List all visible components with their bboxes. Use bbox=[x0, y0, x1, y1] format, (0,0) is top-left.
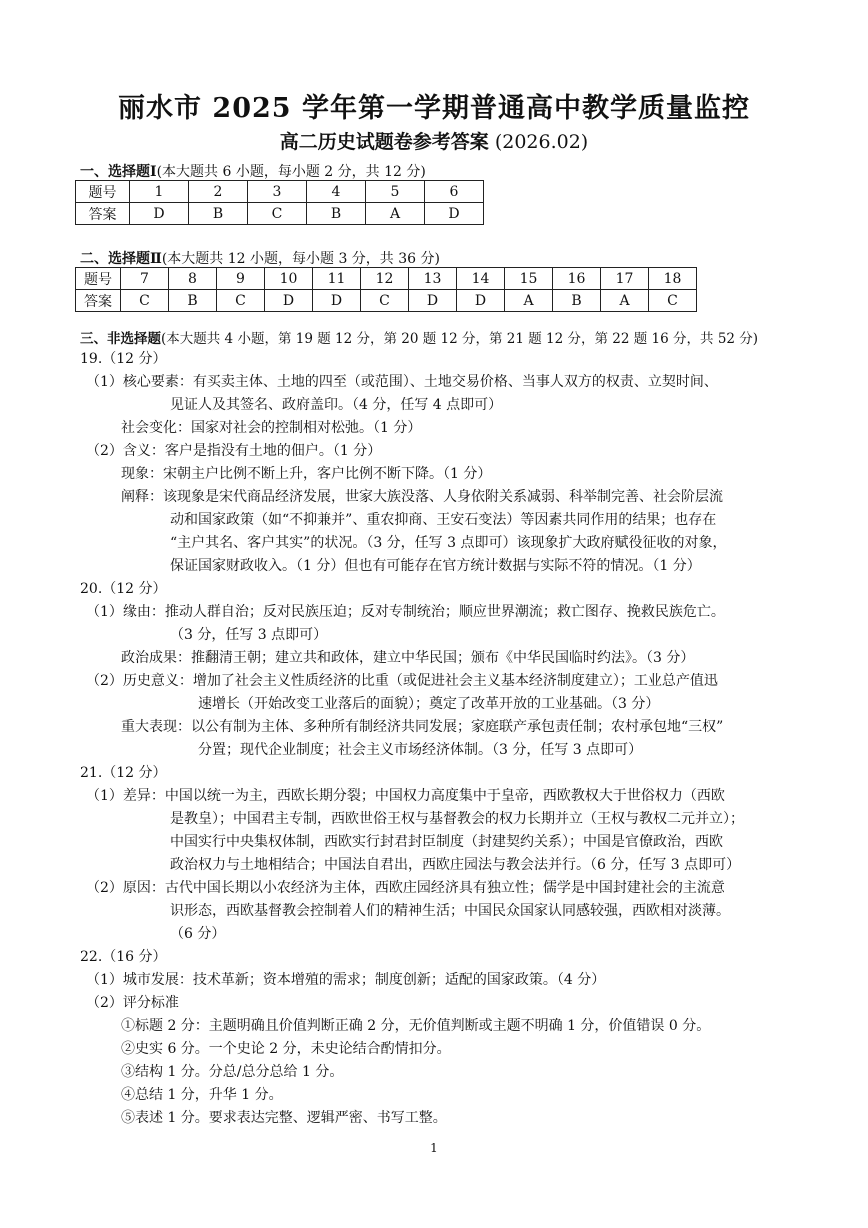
text-line: ①标题 2 分：主题明确且价值判断正确 2 分，无价值判断或主题不明确 1 分，价值错误 0 分。 bbox=[121, 1018, 711, 1034]
table-row bbox=[76, 290, 697, 312]
section2-note: (本大题共 12 小题，每小题 3 分，共 36 分) bbox=[161, 251, 440, 267]
section2-title: 二、选择题Ⅱ bbox=[80, 251, 162, 267]
table-cell: B bbox=[169, 290, 217, 312]
section3-heading bbox=[80, 327, 758, 347]
table-cell: D bbox=[425, 203, 484, 225]
table-cell: 6 bbox=[425, 181, 484, 203]
text-line: （2）原因：古代中国长期以小农经济为主体，西欧庄园经济具有独立性；儒学是中国封建社会的主流意 bbox=[86, 880, 725, 896]
table-row-label: 题号 bbox=[76, 268, 121, 290]
table-cell: 4 bbox=[307, 181, 366, 203]
subtitle-date: (2026.02) bbox=[494, 131, 589, 153]
section1-title: 一、选择题Ⅰ bbox=[80, 164, 157, 180]
text-line: 政治权力与土地相结合；中国法自君出，西欧庄园法与教会法并行。（6 分，任写 3 点即可） bbox=[170, 857, 741, 873]
table-cell: C bbox=[217, 290, 265, 312]
text-line: 分置；现代企业制度；社会主义市场经济体制。（3 分，任写 3 点即可） bbox=[198, 742, 643, 758]
table-row bbox=[76, 268, 697, 290]
section1-answer-table bbox=[75, 180, 484, 225]
table-cell: B bbox=[307, 203, 366, 225]
text-line: ③结构 1 分。分总/总分总给 1 分。 bbox=[121, 1064, 344, 1080]
table-cell: A bbox=[366, 203, 425, 225]
table-cell: 8 bbox=[169, 268, 217, 290]
table-cell: 13 bbox=[409, 268, 457, 290]
table-row bbox=[76, 181, 484, 203]
table-cell: B bbox=[553, 290, 601, 312]
text-line: 中国实行中央集权体制，西欧实行封君封臣制度（封建契约关系）；中国是官僚政治，西欧 bbox=[170, 834, 723, 850]
text-line: 社会变化：国家对社会的控制相对松弛。（1 分） bbox=[121, 420, 422, 436]
section1-heading bbox=[80, 161, 426, 181]
table-cell: B bbox=[189, 203, 248, 225]
text-line: 动和国家政策（如“不抑兼并”、重农抑商、王安石变法）等因素共同作用的结果；也存在 bbox=[170, 512, 717, 528]
text-line: 政治成果：推翻清王朝；建立共和政体，建立中华民国；颁布《中华民国临时约法》。（3 分） bbox=[121, 650, 695, 666]
text-line: ⑤表述 1 分。要求表达完整、逻辑严密、书写工整。 bbox=[121, 1110, 447, 1126]
text-line: （1）差异：中国以统一为主，西欧长期分裂；中国权力高度集中于皇帝，西欧教权大于世俗权力（西欧 bbox=[86, 788, 725, 804]
text-line: （2）历史意义：增加了社会主义性质经济的比重（或促进社会主义基本经济制度建立）；工业总产值迅 bbox=[86, 673, 718, 689]
text-line: （6 分） bbox=[170, 926, 226, 942]
table-cell: 3 bbox=[248, 181, 307, 203]
text-line: （2）评分标准 bbox=[86, 995, 179, 1011]
table-cell: 17 bbox=[601, 268, 649, 290]
text-line: （1）核心要素：有买卖主体、土地的四至（或范围）、土地交易价格、当事人双方的权责、立契时间、 bbox=[86, 374, 718, 390]
table-row bbox=[76, 203, 484, 225]
text-line: ④总结 1 分，升华 1 分。 bbox=[121, 1087, 283, 1103]
text-line: （1）缘由：推动人群自治；反对民族压迫；反对专制统治；顺应世界潮流；救亡图存、挽救民族危亡。 bbox=[86, 604, 725, 620]
text-line: 阐释：该现象是宋代商品经济发展，世家大族没落、人身依附关系减弱、科举制完善、社会阶层流 bbox=[121, 489, 723, 505]
text-line: 识形态，西欧基督教会控制着人们的精神生活；中国民众国家认同感较强，西欧相对淡薄。 bbox=[170, 903, 730, 919]
question-19-header: 19.（12 分） bbox=[80, 351, 167, 367]
text-line: 现象：宋朝主户比例不断上升，客户比例不断下降。（1 分） bbox=[121, 466, 492, 482]
table-row-label: 题号 bbox=[76, 181, 130, 203]
table-cell: 12 bbox=[361, 268, 409, 290]
table-cell: D bbox=[409, 290, 457, 312]
table-cell: C bbox=[649, 290, 697, 312]
table-cell: 11 bbox=[313, 268, 361, 290]
page-number: 1 bbox=[430, 1141, 438, 1155]
section2-answer-table bbox=[75, 267, 697, 312]
table-cell: D bbox=[265, 290, 313, 312]
question-22-header: 22.（16 分） bbox=[80, 949, 167, 965]
document-subtitle bbox=[0, 127, 868, 154]
table-cell: 14 bbox=[457, 268, 505, 290]
table-cell: C bbox=[361, 290, 409, 312]
text-line: 见证人及其签名、政府盖印。（4 分，任写 4 点即可） bbox=[170, 397, 503, 413]
table-cell: 1 bbox=[130, 181, 189, 203]
question-20-header: 20.（12 分） bbox=[80, 581, 167, 597]
table-cell: 7 bbox=[121, 268, 169, 290]
text-line: 保证国家财政收入。（1 分）但也有可能存在官方统计数据与实际不符的情况。（1 分） bbox=[170, 558, 701, 574]
table-row-label: 答案 bbox=[76, 203, 130, 225]
table-cell: C bbox=[121, 290, 169, 312]
table-cell: 15 bbox=[505, 268, 553, 290]
table-cell: D bbox=[457, 290, 505, 312]
table-cell: 5 bbox=[366, 181, 425, 203]
subtitle-text: 高二历史试题卷参考答案 bbox=[279, 131, 489, 153]
section3-note: (本大题共 4 小题，第 19 题 12 分，第 20 题 12 分，第 21 题 12 分，第 22 题 16 分，共 52 分) bbox=[161, 331, 759, 347]
text-line: 是教皇）；中国君主专制，西欧世俗王权与基督教会的权力长期并立（王权与教权二元并立）； bbox=[170, 811, 744, 827]
table-cell: A bbox=[601, 290, 649, 312]
text-line: （1）城市发展：技术革新；资本增殖的需求；制度创新；适配的国家政策。（4 分） bbox=[86, 972, 606, 988]
document-title: 丽水市 2025 学年第一学期普通高中教学质量监控 bbox=[118, 93, 750, 124]
text-line: ②史实 6 分。一个史论 2 分，未史论结合酌情扣分。 bbox=[121, 1041, 451, 1057]
question-21-header: 21.（12 分） bbox=[80, 765, 167, 781]
table-cell: 9 bbox=[217, 268, 265, 290]
section3-title: 三、非选择题 bbox=[80, 331, 161, 347]
text-line: 重大表现：以公有制为主体、多种所有制经济共同发展；家庭联产承包责任制；农村承包地“三权” bbox=[121, 719, 724, 735]
table-cell: C bbox=[248, 203, 307, 225]
table-cell: 2 bbox=[189, 181, 248, 203]
table-cell: 10 bbox=[265, 268, 313, 290]
table-row-label: 答案 bbox=[76, 290, 121, 312]
section1-note: (本大题共 6 小题，每小题 2 分，共 12 分) bbox=[156, 164, 426, 180]
table-cell: 16 bbox=[553, 268, 601, 290]
table-cell: A bbox=[505, 290, 553, 312]
text-line: （3 分，任写 3 点即可） bbox=[170, 627, 328, 643]
section2-heading bbox=[80, 248, 440, 268]
text-line: 速增长（开始改变工业落后的面貌）；奠定了改革开放的工业基础。（3 分） bbox=[198, 696, 660, 712]
table-cell: 18 bbox=[649, 268, 697, 290]
text-line: （2）含义：客户是指没有土地的佃户。（1 分） bbox=[86, 443, 382, 459]
text-line: “主户其名、客户其实”的状况。（3 分，任写 3 点即可）该现象扩大政府赋役征收的对象， bbox=[170, 535, 727, 551]
table-cell: D bbox=[130, 203, 189, 225]
table-cell: D bbox=[313, 290, 361, 312]
